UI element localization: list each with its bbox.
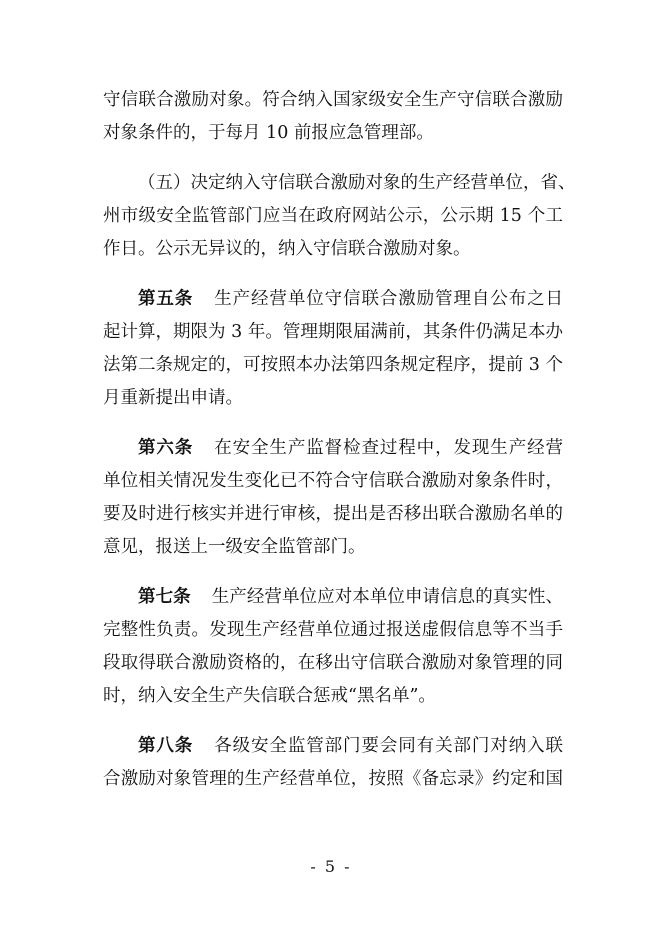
text-line — [103, 283, 563, 316]
text-line: 单位相关情况发生变化已不符合守信联合激励对象条件时， — [103, 471, 563, 491]
paragraph-item-five — [103, 167, 576, 266]
text-line: 守信联合激励对象。符合纳入国家级安全生产守信联合激励 — [103, 90, 563, 110]
text-line: 作日。公示无异议的，纳入守信联合激励对象。 — [103, 239, 471, 259]
text-line-content: 生产经营单位应对本单位申请信息的真实性、 — [211, 587, 564, 607]
article-heading: 第八条 — [138, 736, 194, 756]
text-line: 段取得联合激励资格的，在移出守信联合激励对象管理的同 — [103, 653, 563, 673]
paragraph-article-five — [103, 283, 563, 415]
text-line-content: 各级安全监管部门要会同有关部门对纳入联 — [214, 736, 564, 756]
article-heading: 第七条 — [138, 587, 191, 607]
text-line: 对象条件的，于每月 10 前报应急管理部。 — [103, 123, 434, 143]
paragraph-article-eight — [103, 730, 563, 796]
text-line: 州市级安全监管部门应当在政府网站公示，公示期 15 个工 — [103, 206, 563, 226]
text-line: 合激励对象管理的生产经营单位，按照《备忘录》约定和国 — [103, 769, 563, 789]
text-line-content: 生产经营单位守信联合激励管理自公布之日 — [214, 289, 564, 309]
text-line: 法第二条规定的，可按照本办法第四条规定程序，提前 3 个 — [103, 355, 563, 375]
paragraph-article-seven — [103, 581, 563, 713]
article-heading: 第五条 — [138, 289, 194, 309]
text-line: 时，纳入安全生产失信联合惩戒“黑名单”。 — [103, 686, 436, 706]
document-body — [103, 84, 576, 813]
text-line — [103, 581, 563, 614]
text-line: 意见，报送上一级安全监管部门。 — [103, 537, 366, 557]
text-line-content: 在安全生产监督检查过程中，发现生产经营 — [214, 438, 564, 458]
text-line: 月重新提出申请。 — [103, 388, 243, 408]
text-line: 起计算，期限为 3 年。管理期限届满前，其条件仍满足本办 — [103, 322, 563, 342]
text-line — [103, 432, 563, 465]
page-number: - 5 - — [310, 857, 352, 876]
text-line — [103, 730, 563, 763]
text-line: （五）决定纳入守信联合激励对象的生产经营单位，省、 — [138, 173, 576, 193]
paragraph-continuation — [103, 84, 563, 150]
paragraph-article-six — [103, 432, 563, 564]
article-heading: 第六条 — [138, 438, 194, 458]
text-line: 完整性负责。发现生产经营单位通过报送虚假信息等不当手 — [103, 620, 563, 640]
text-line: 要及时进行核实并进行审核，提出是否移出联合激励名单的 — [103, 504, 563, 524]
